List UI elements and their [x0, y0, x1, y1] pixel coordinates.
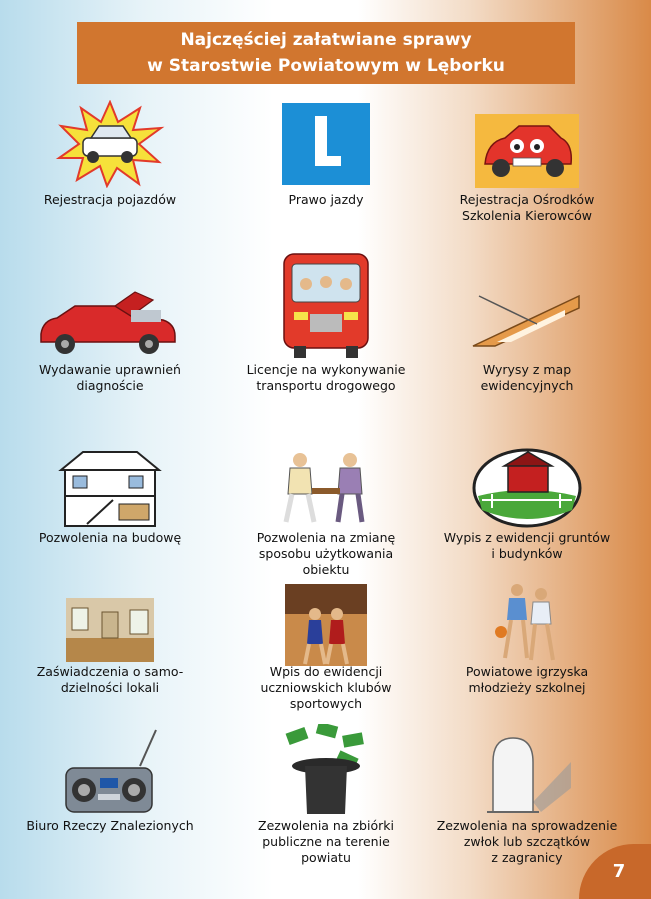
car-registration-icon: [55, 100, 165, 188]
bus-icon: [280, 250, 372, 360]
item-label-line-3: obiektu: [302, 562, 350, 577]
empty-room-icon: [66, 598, 154, 662]
item-label-line-3: powiatu: [301, 850, 351, 865]
item-label-line-2: uczniowskich klubów: [260, 680, 392, 695]
page-header-banner: [77, 22, 575, 84]
item-label-line-2: i budynków: [491, 546, 563, 561]
basketball-players-icon: [487, 580, 567, 664]
item-label-line-1: Prawo jazdy: [288, 192, 364, 207]
item-label-line-1: Rejestracja pojazdów: [43, 192, 177, 207]
driving-school-car-icon: [475, 114, 579, 188]
item-label-line-2: diagnoście: [76, 378, 144, 393]
item-label-line-1: Wydawanie uprawnień: [39, 362, 181, 377]
item-label-line-1: Biuro Rzeczy Znalezionych: [26, 818, 194, 833]
item-label-line-1: Wyrysy z map: [482, 362, 572, 377]
item-label-line-1: Wypis z ewidencji gruntów: [443, 530, 611, 545]
item-label-line-1: Zezwolenia na sprowadzenie: [436, 818, 618, 833]
farm-icon: [472, 448, 582, 528]
item-label-line-1: Powiatowe igrzyska: [465, 664, 589, 679]
page-number: 7: [579, 844, 651, 899]
item-label-line-2: dzielności lokali: [60, 680, 160, 695]
set-square-icon: [467, 290, 587, 352]
item-label-line-3: z zagranicy: [491, 850, 563, 865]
car-repair-icon: [35, 290, 185, 362]
money-hat-icon: [281, 724, 371, 818]
item-label-line-2: sposobu użytkowania: [258, 546, 394, 561]
wrestling-photo-icon: [285, 584, 367, 666]
header-line-2: w Starostwie Powiatowym w Lęborku: [147, 56, 505, 76]
item-label-line-1: Pozwolenia na budowę: [38, 530, 182, 545]
item-label-line-3: sportowych: [289, 696, 363, 711]
item-label-line-1: Zezwolenia na zbiórki: [258, 818, 394, 833]
item-label-line-1: Pozwolenia na zmianę: [256, 530, 396, 545]
header-line-1: Najczęściej załatwiane sprawy: [180, 30, 472, 50]
item-label-line-2: młodzieży szkolnej: [468, 680, 586, 695]
house-icon: [57, 448, 163, 528]
item-label-line-1: Rejestracja Ośrodków: [459, 192, 595, 207]
item-label-line-2: zwłok lub szczątków: [463, 834, 591, 849]
gravestone-icon: [479, 732, 575, 814]
item-label-line-1: Wpis do ewidencji: [269, 664, 383, 679]
meeting-icon: [278, 448, 374, 528]
item-label-line-1: Licencje na wykonywanie: [246, 362, 406, 377]
item-label-line-2: ewidencyjnych: [480, 378, 574, 393]
item-label-line-2: transportu drogowego: [256, 378, 396, 393]
radio-icon: [62, 728, 158, 814]
item-label-line-1: Zaświadczenia o samo-: [36, 664, 184, 679]
driving-license-l-icon: [281, 102, 371, 186]
item-label-line-2: publiczne na terenie: [262, 834, 390, 849]
item-label-line-2: Szkolenia Kierowców: [462, 208, 592, 223]
